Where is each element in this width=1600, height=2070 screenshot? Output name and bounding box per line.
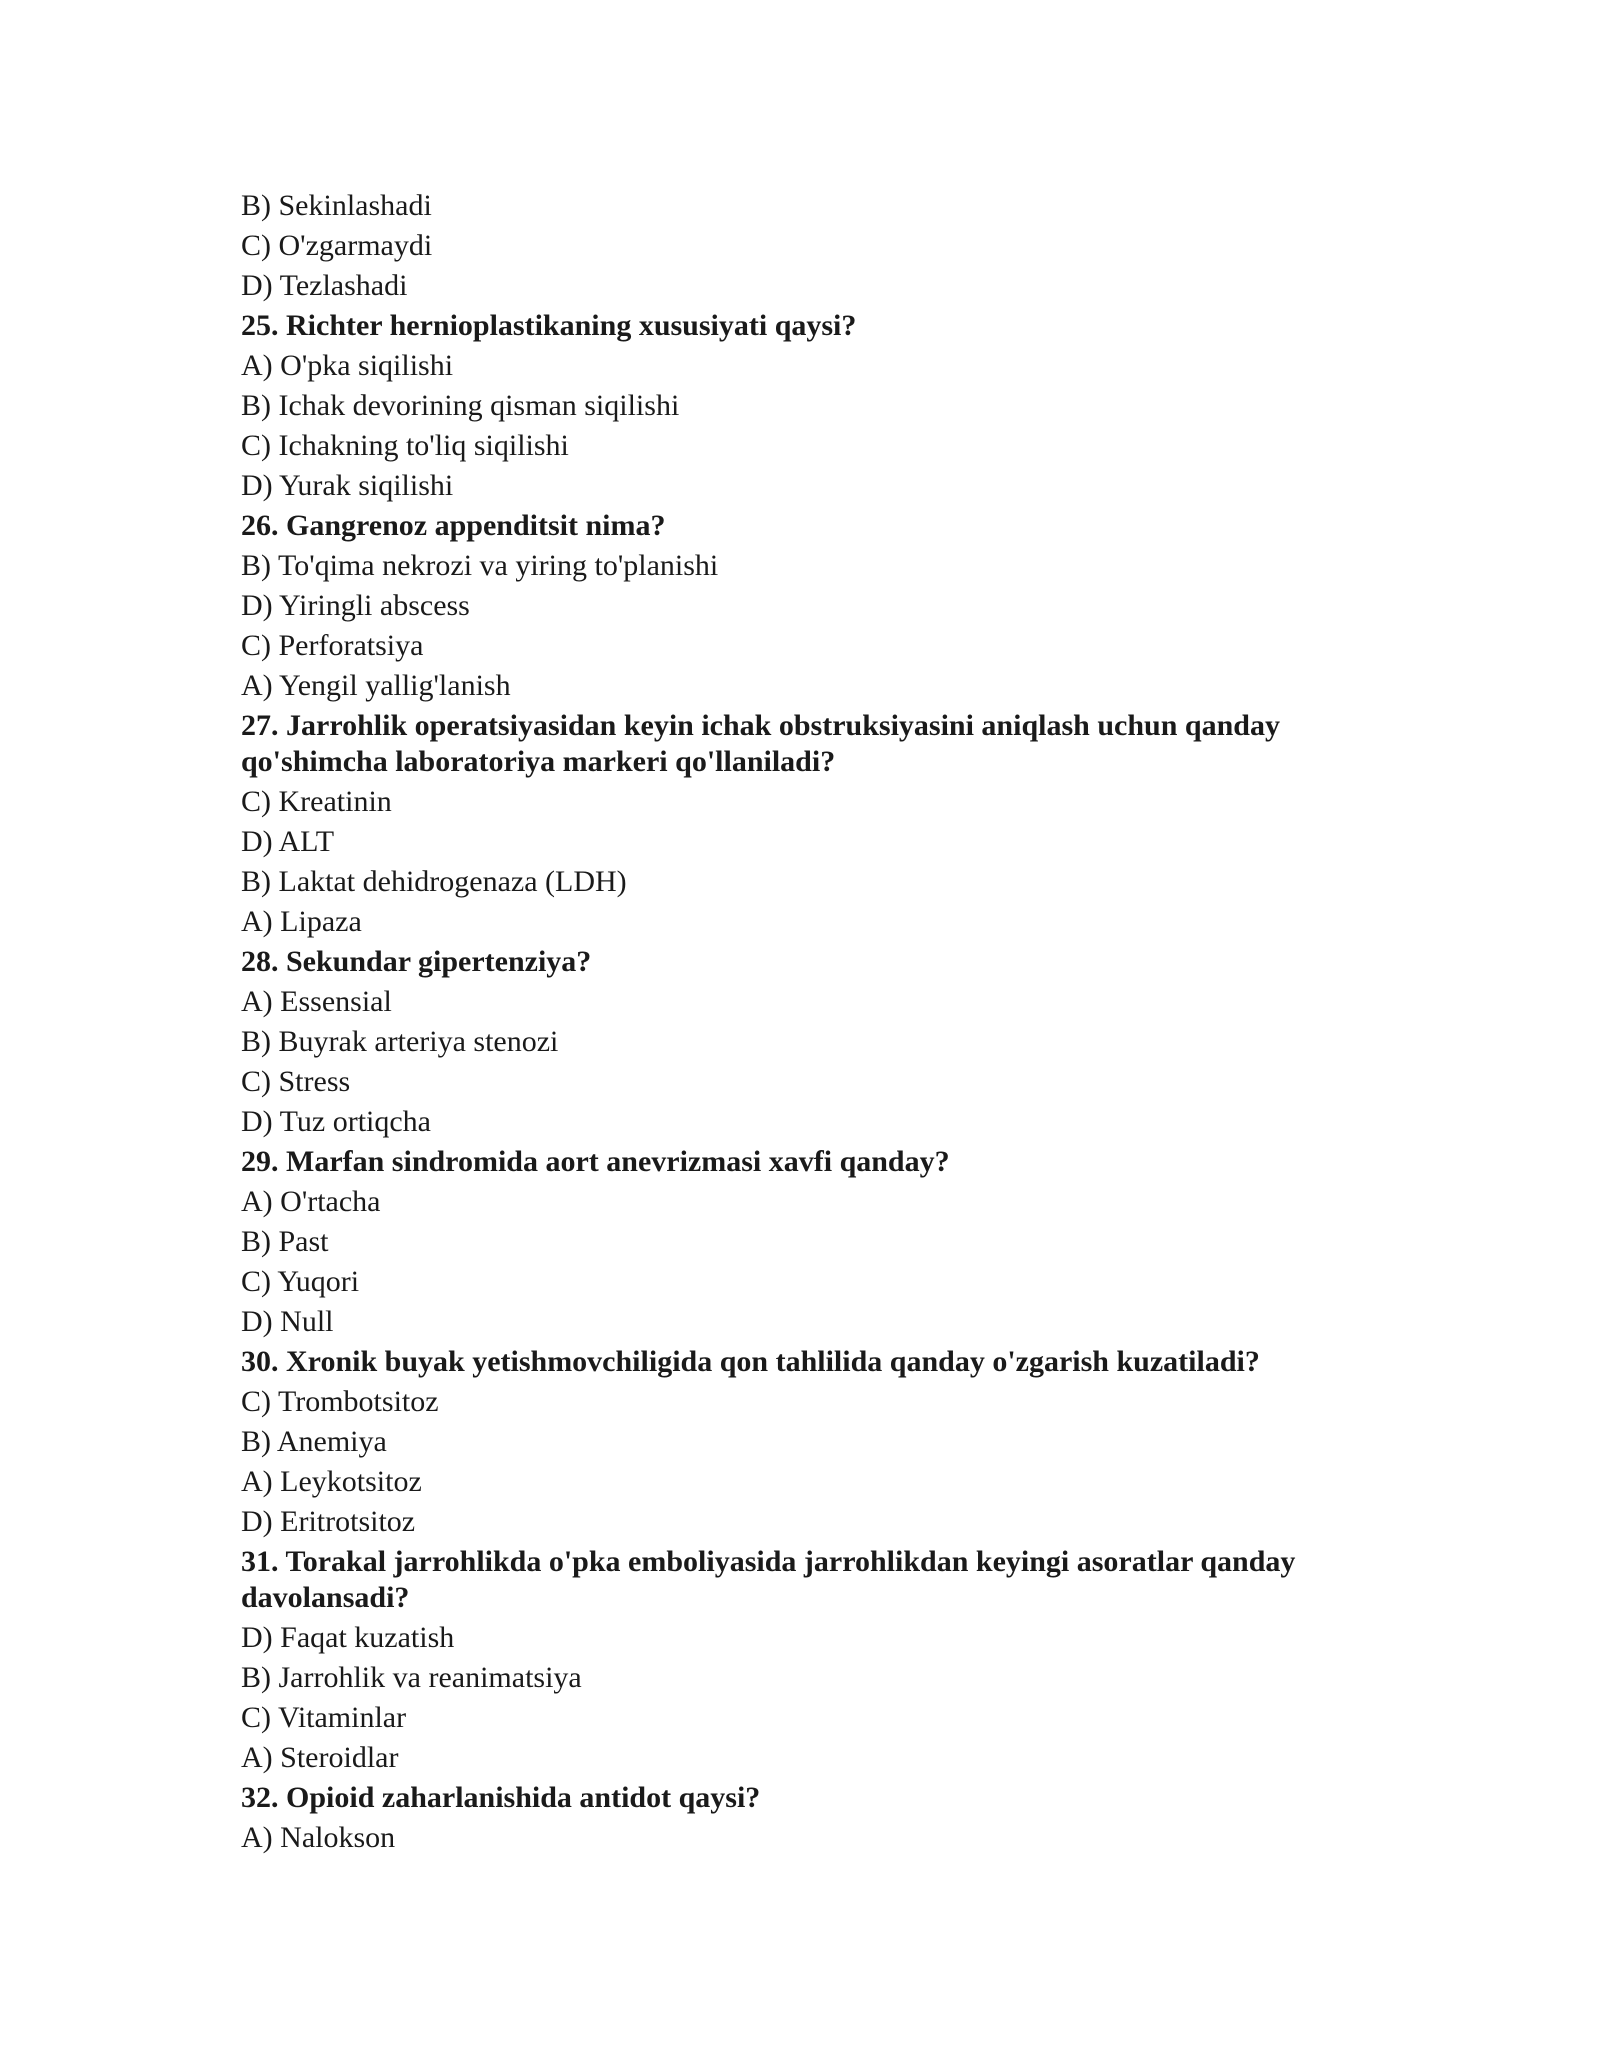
answer-option: D) Tuz ortiqcha [241, 1105, 431, 1138]
answer-option: D) Yiringli abscess [241, 589, 470, 622]
answer-option: C) Trombotsitoz [241, 1385, 439, 1418]
answer-option: B) Anemiya [241, 1425, 387, 1458]
answer-option: C) O'zgarmaydi [241, 229, 433, 262]
answer-option: D) ALT [241, 825, 335, 858]
answer-option: C) Vitaminlar [241, 1701, 407, 1734]
answer-option: A) Yengil yallig'lanish [241, 669, 511, 702]
answer-option: A) Nalokson [241, 1821, 396, 1854]
answer-option: D) Tezlashadi [241, 269, 408, 302]
answer-option: B) Jarrohlik va reanimatsiya [241, 1661, 582, 1694]
answer-option: A) Essensial [241, 985, 392, 1018]
answer-option: D) Yurak siqilishi [241, 469, 454, 502]
answer-option: B) Sekinlashadi [241, 189, 432, 222]
question-heading: 29. Marfan sindromida aort anevrizmasi xavfi qanday? [241, 1145, 950, 1178]
answer-option: A) Steroidlar [241, 1741, 399, 1774]
question-heading: 30. Xronik buyak yetishmovchiligida qon tahlilida qanday o'zgarish kuzatiladi? [241, 1345, 1260, 1378]
answer-option: B) To'qima nekrozi va yiring to'planishi [241, 549, 719, 582]
answer-option: A) Leykotsitoz [241, 1465, 422, 1498]
answer-option: C) Kreatinin [241, 785, 392, 818]
answer-option: B) Buyrak arteriya stenozi [241, 1025, 559, 1058]
answer-option: D) Faqat kuzatish [241, 1621, 455, 1654]
answer-option: A) Lipaza [241, 905, 362, 938]
question-heading: 28. Sekundar gipertenziya? [241, 945, 592, 978]
answer-option: C) Perforatsiya [241, 629, 424, 662]
question-heading: 26. Gangrenoz appenditsit nima? [241, 509, 666, 542]
answer-option: A) O'pka siqilishi [241, 349, 454, 382]
answer-option: C) Stress [241, 1065, 351, 1098]
answer-option: B) Laktat dehidrogenaza (LDH) [241, 865, 627, 898]
answer-option: A) O'rtacha [241, 1185, 381, 1218]
document-content [241, 186, 1376, 1858]
answer-option: B) Ichak devorining qisman siqilishi [241, 389, 680, 422]
answer-option: D) Eritrotsitoz [241, 1505, 416, 1538]
answer-option: C) Yuqori [241, 1265, 360, 1298]
answer-option: C) Ichakning to'liq siqilishi [241, 429, 569, 462]
question-heading: 27. Jarrohlik operatsiyasidan keyin ichak obstruksiyasini aniqlash uchun qanday qo'shimcha laboratoriya markeri qo'llaniladi? [241, 709, 1280, 778]
answer-option: B) Past [241, 1225, 329, 1258]
question-heading: 32. Opioid zaharlanishida antidot qaysi? [241, 1781, 761, 1814]
question-heading: 25. Richter hernioplastikaning xususiyati qaysi? [241, 309, 857, 342]
answer-option: D) Null [241, 1305, 334, 1338]
question-heading: 31. Torakal jarrohlikda o'pka emboliyasida jarrohlikdan keyingi asoratlar qanday davolansadi? [241, 1545, 1296, 1614]
